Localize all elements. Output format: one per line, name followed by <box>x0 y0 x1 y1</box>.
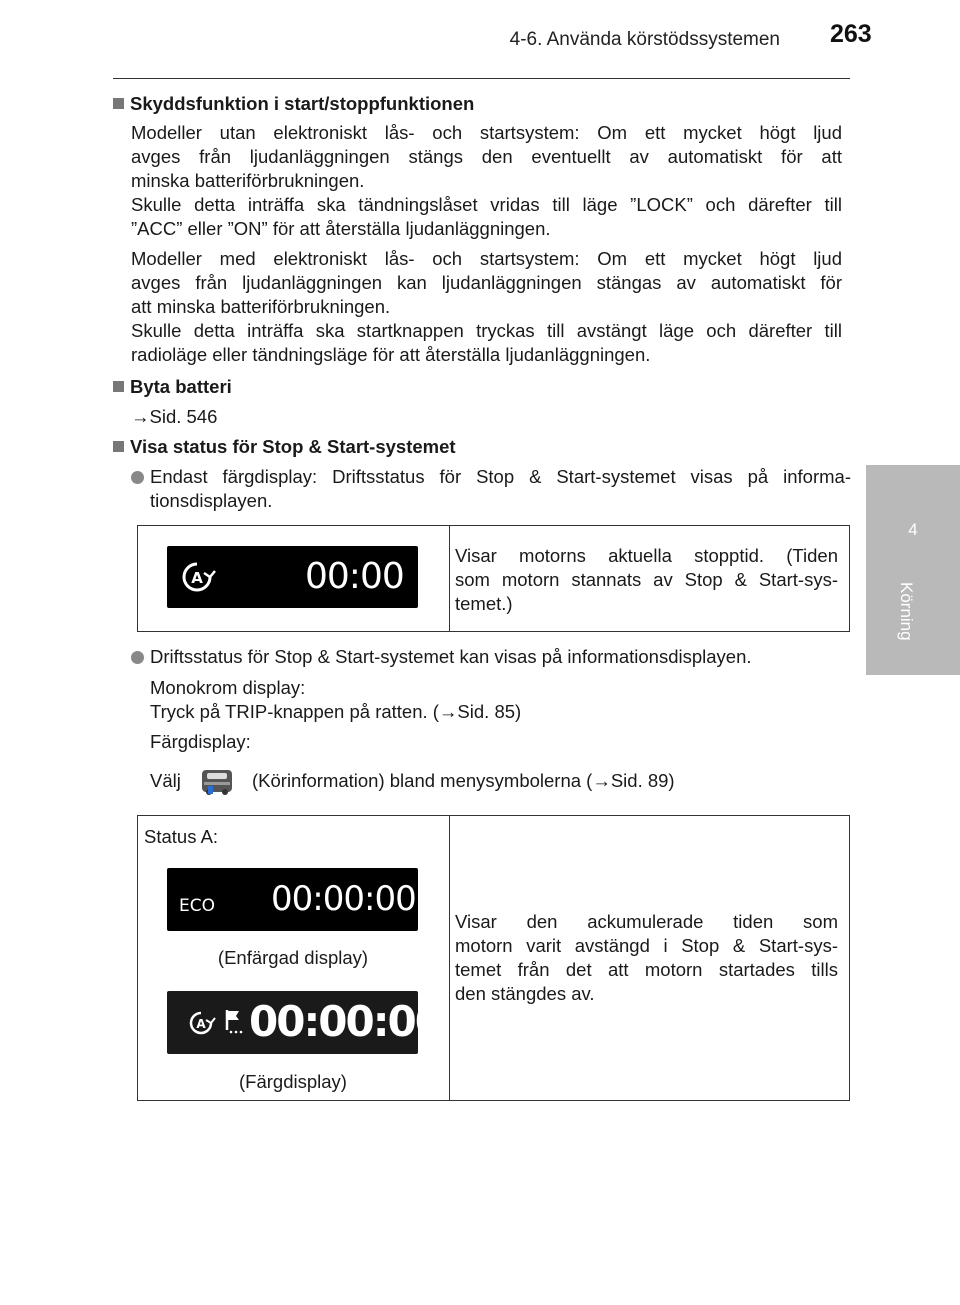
flag-icon <box>223 1006 247 1036</box>
table-divider <box>449 525 450 632</box>
round-bullet-icon <box>131 651 144 664</box>
section-heading-battery <box>113 375 232 399</box>
table-divider <box>449 815 450 1101</box>
battery-page-reference[interactable]: →Sid. 546 <box>131 406 218 427</box>
status-bullet-2 <box>131 645 851 669</box>
lcd-display-color-accumulated <box>167 991 442 1054</box>
table2-description <box>455 910 838 1006</box>
text-line: den stängdes av. <box>455 983 595 1004</box>
svg-text:A: A <box>191 569 203 587</box>
text-line: Visar motorns aktuella stopptid. (Tiden <box>455 545 838 566</box>
text-line: motorn varit avstängd i Stop & Start-sys- <box>455 935 838 956</box>
bullet-text: Driftsstatus för Stop & Start-systemet kan visas på informationsdisplayen. <box>150 646 752 667</box>
lcd-accumulated-time-mono: 00:00:00 <box>271 879 416 919</box>
text-line: Modeller med elektroniskt lås- och startsystem: Om ett mycket högt ljud <box>131 248 842 269</box>
protection-paragraph-2 <box>131 247 842 367</box>
lcd-stop-time: 00:00 <box>305 556 404 597</box>
text-line: Modeller utan elektroniskt lås- och startsystem: Om ett mycket högt ljud <box>131 122 842 143</box>
drive-info-car-icon <box>199 764 235 798</box>
chapter-side-tab <box>866 465 960 675</box>
section-heading-status <box>113 435 456 459</box>
status-a-label: Status A: <box>144 826 219 847</box>
text-line: temet från det att motorn startades tills <box>455 959 838 980</box>
chapter-number: 4 <box>908 520 918 539</box>
text-line: avges från ljudanläggningen stängs den eventuellt av automatiskt för att <box>131 146 842 167</box>
heading-text: Skyddsfunktion i start/stoppfunktionen <box>130 93 475 114</box>
bullet-text: Endast färgdisplay: Driftsstatus för Stop & Start-systemet visas på informa- <box>150 466 851 487</box>
square-bullet-icon <box>113 441 124 452</box>
lcd-display-color <box>167 546 418 608</box>
svg-text:A: A <box>196 1017 206 1031</box>
square-bullet-icon <box>113 381 124 392</box>
lcd-display-mono <box>167 868 418 931</box>
protection-paragraph-1 <box>131 121 842 241</box>
choose-instruction-prefix: Välj <box>150 770 181 791</box>
text-line: Visar den ackumulerade tiden som <box>455 911 838 932</box>
status-bullet-1 <box>131 465 851 513</box>
text-line: minska batteriförbrukningen. <box>131 170 365 191</box>
auto-stop-start-icon <box>177 560 217 594</box>
lcd-accumulated-time-color: 00:00:00 <box>249 997 442 1046</box>
text-line: som motorn stannats av Stop & Start-sys- <box>455 569 838 590</box>
running-header-section: 4-6. Använda körstödssystemen <box>509 29 780 50</box>
round-bullet-icon <box>131 471 144 484</box>
text-line: radioläge eller tändningsläge för att återställa ljudanläggningen. <box>131 344 651 365</box>
color-display-label: Färgdisplay: <box>150 731 251 752</box>
text-line: temet.) <box>455 593 513 614</box>
table1-description <box>455 544 838 616</box>
section-heading-protection <box>113 92 474 116</box>
lcd-eco-label: ECO <box>179 896 215 916</box>
heading-text: Visa status för Stop & Start-systemet <box>130 436 456 457</box>
text-line <box>131 465 851 489</box>
mono-display-label: Monokrom display: <box>150 677 306 698</box>
header-rule <box>113 78 850 79</box>
square-bullet-icon <box>113 98 124 109</box>
text-line: att minska batteriförbrukningen. <box>131 296 391 317</box>
text-line: Skulle detta inträffa ska tändningslåset vridas till läge ”LOCK” och därefter till <box>131 194 842 215</box>
chapter-label: Körning <box>897 582 916 641</box>
caption-color-display: (Färgdisplay) <box>239 1071 347 1092</box>
page-number: 263 <box>830 20 872 48</box>
auto-stop-start-icon <box>187 1010 217 1036</box>
text-line: Skulle detta inträffa ska startknappen tryckas till avstängt läge och därefter till <box>131 320 842 341</box>
caption-mono-display: (Enfärgad display) <box>217 947 369 968</box>
text-line: tionsdisplayen. <box>150 490 273 511</box>
text-line: ”ACC” eller ”ON” för att återställa ljudanläggningen. <box>131 218 551 239</box>
mono-display-instruction: Tryck på TRIP-knappen på ratten. (→Sid. 85) <box>150 701 522 722</box>
choose-instruction-suffix: (Körinformation) bland menysymbolerna (→Sid. 89) <box>252 770 675 791</box>
heading-text: Byta batteri <box>130 376 232 397</box>
text-line: avges från ljudanläggningen kan ljudanläggningen stängas av automatiskt för <box>131 272 842 293</box>
